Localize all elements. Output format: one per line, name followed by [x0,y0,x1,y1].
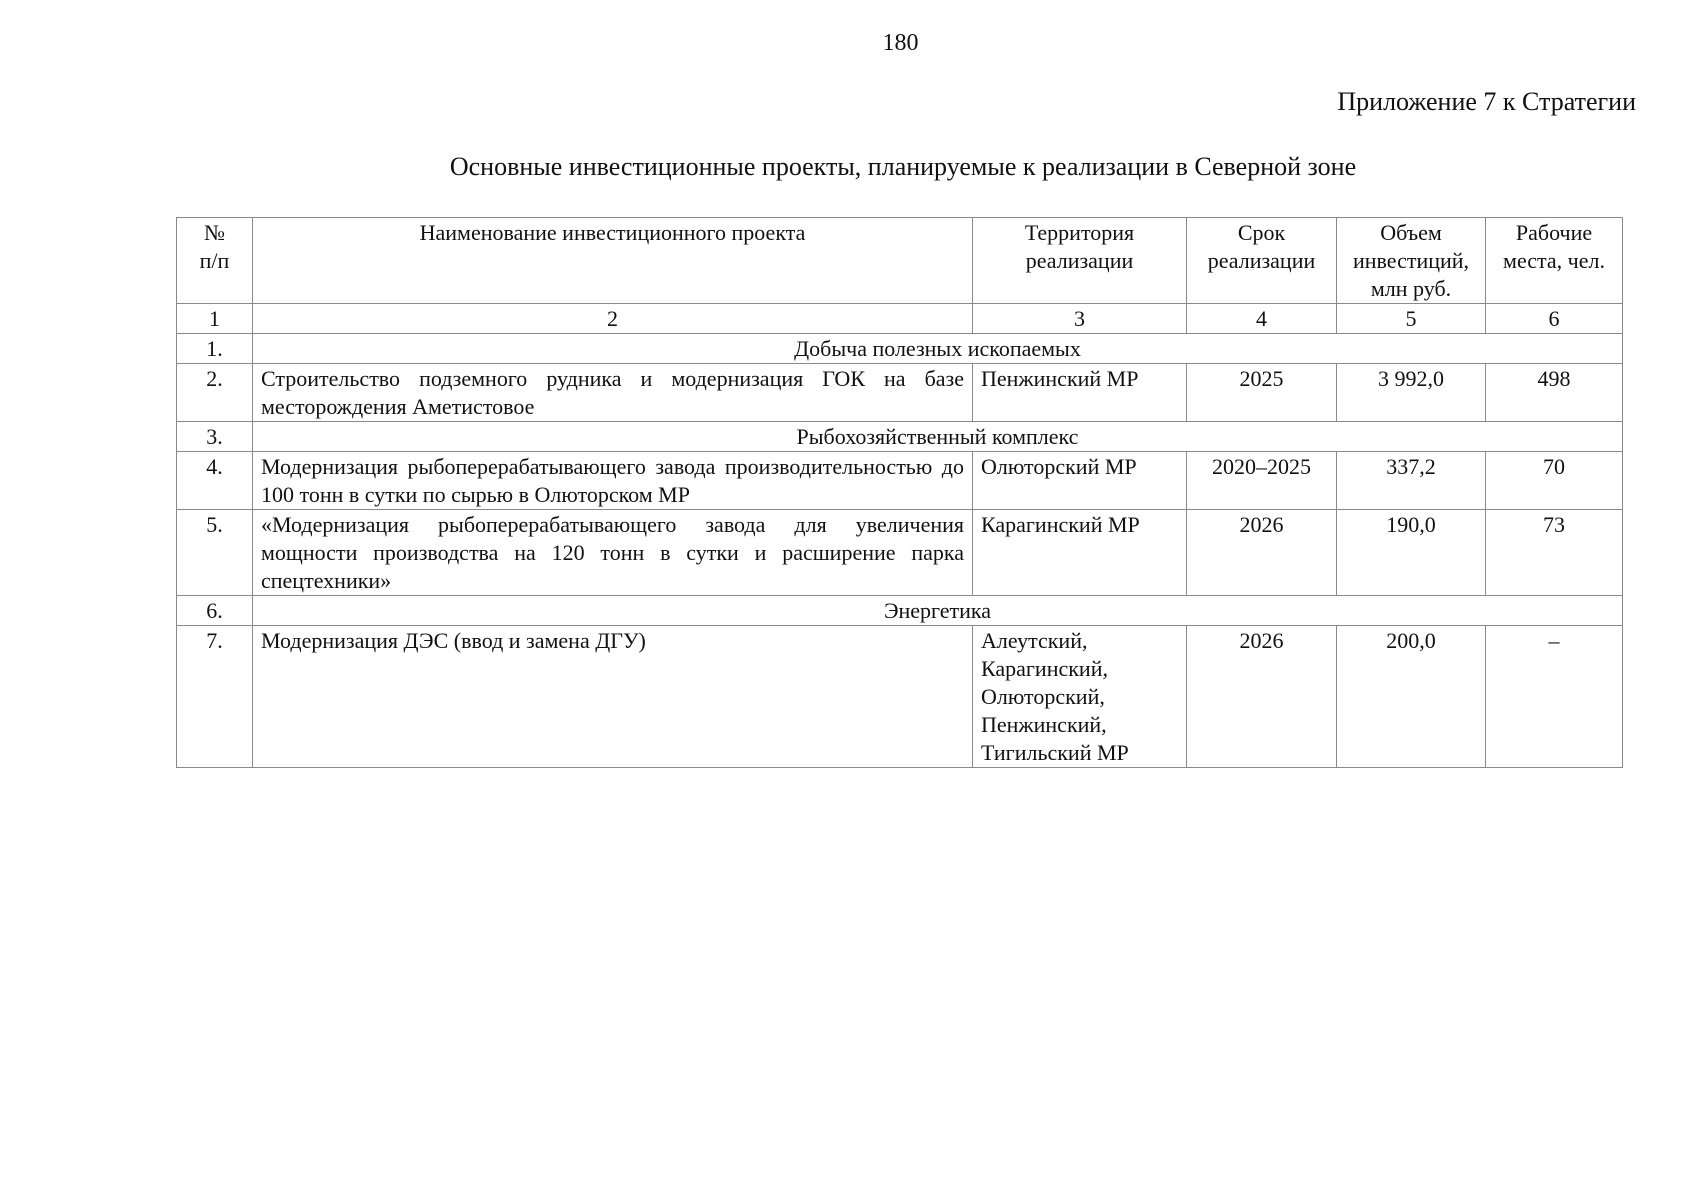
project-term: 2026 [1187,510,1337,596]
project-investment: 200,0 [1337,626,1486,768]
document-title: Основные инвестиционные проекты, планируемые к реализации в Северной зоне [449,152,1357,181]
project-term: 2025 [1187,364,1337,422]
territory-line: Алеутский, [981,628,1088,653]
project-jobs: 70 [1486,452,1623,510]
project-territory: Олюторский МР [973,452,1187,510]
row-number: 7. [177,626,253,768]
section-title: Рыбохозяйственный комплекс [253,422,1623,452]
row-number: 6. [177,596,253,626]
row-number: 4. [177,452,253,510]
section-row-mining [177,334,1623,364]
section-title: Энергетика [253,596,1623,626]
column-number: 6 [1486,304,1623,334]
header-territory: Территория реализации [973,218,1187,304]
project-name: Строительство подземного рудника и модернизация ГОК на базе месторождения Аметистовое [253,364,973,422]
project-name: «Модернизация рыбоперерабатывающего завода для увеличения мощности производства на 120 тонн в сутки и расширение парка спецтехники» [253,510,973,596]
column-number: 4 [1187,304,1337,334]
investment-projects-table [176,217,1623,768]
table-row [177,452,1623,510]
project-term: 2020–2025 [1187,452,1337,510]
table-header-row [177,218,1623,304]
project-name: Модернизация рыбоперерабатывающего завода производительностью до 100 тонн в сутки по сырью в Олюторском МР [253,452,973,510]
project-jobs: 73 [1486,510,1623,596]
project-territory [973,626,1187,768]
row-number: 5. [177,510,253,596]
table-row [177,626,1623,768]
column-number-row [177,304,1623,334]
column-number: 2 [253,304,973,334]
section-row-fishery [177,422,1623,452]
header-jobs: Рабочие места, чел. [1486,218,1623,304]
project-territory: Карагинский МР [973,510,1187,596]
appendix-label: Приложение 7 к Стратегии [1337,87,1636,116]
project-investment: 3 992,0 [1337,364,1486,422]
header-term: Срок реализации [1187,218,1337,304]
territory-line: Карагинский, [981,656,1108,681]
project-term: 2026 [1187,626,1337,768]
column-number: 1 [177,304,253,334]
row-number: 1. [177,334,253,364]
row-number: 2. [177,364,253,422]
project-investment: 337,2 [1337,452,1486,510]
territory-line: Тигильский МР [981,740,1129,765]
column-number: 5 [1337,304,1486,334]
table-row [177,364,1623,422]
section-row-energy [177,596,1623,626]
column-number: 3 [973,304,1187,334]
project-investment: 190,0 [1337,510,1486,596]
header-number: № п/п [177,218,253,304]
project-name: Модернизация ДЭС (ввод и замена ДГУ) [253,626,973,768]
table-row [177,510,1623,596]
project-jobs: – [1486,626,1623,768]
project-jobs: 498 [1486,364,1623,422]
project-territory: Пенжинский МР [973,364,1187,422]
header-project-name: Наименование инвестиционного проекта [253,218,973,304]
row-number: 3. [177,422,253,452]
page-number: 180 [882,30,919,56]
header-investment: Объем инвестиций, млн руб. [1337,218,1486,304]
territory-line: Пенжинский, [981,712,1107,737]
territory-line: Олюторский, [981,684,1105,709]
section-title: Добыча полезных ископаемых [253,334,1623,364]
